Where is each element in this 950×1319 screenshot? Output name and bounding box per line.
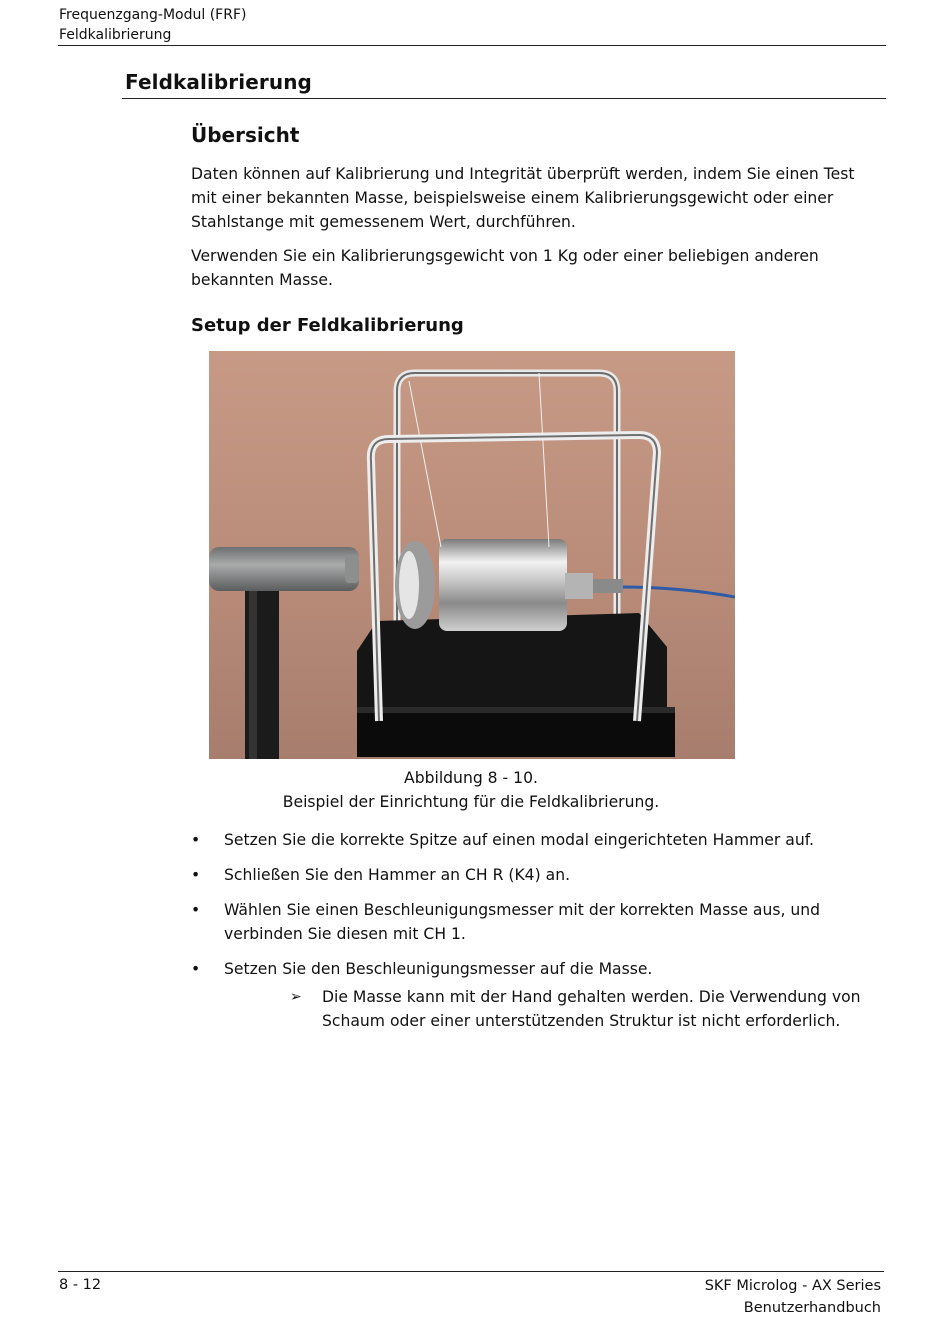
list-item-text: Schließen Sie den Hammer an CH R (K4) an.: [224, 866, 571, 884]
section-divider: [122, 98, 886, 99]
list-item-text: Setzen Sie die korrekte Spitze auf einen modal eingerichteten Hammer auf.: [224, 831, 815, 849]
arrowhead-icon: ➢: [290, 989, 302, 1005]
footer-doc-type: Benutzerhandbuch: [743, 1300, 881, 1316]
page-number: 8 - 12: [59, 1277, 102, 1293]
section-title: Feldkalibrierung: [125, 70, 312, 94]
list-item-text: Setzen Sie den Beschleunigungsmesser auf die Masse.: [224, 960, 653, 978]
bullet-icon: •: [191, 901, 201, 919]
header-module-title: Frequenzgang-Modul (FRF): [59, 7, 247, 23]
bullet-icon: •: [191, 960, 201, 978]
footer-divider: [58, 1271, 884, 1272]
figure-caption-number: Abbildung 8 - 10.: [404, 769, 538, 787]
sub-list-item-text: Die Masse kann mit der Hand gehalten werden. Die Verwendung von Schaum oder einer unterstützenden Struktur ist nicht erforderlich.: [322, 988, 861, 1030]
calibration-setup-photo: [209, 351, 735, 759]
footer-product-info: [705, 1275, 881, 1319]
header-divider: [58, 45, 886, 46]
bullet-icon: •: [191, 866, 201, 884]
overview-heading: Übersicht: [191, 123, 300, 147]
list-item-text: Wählen Sie einen Beschleunigungsmesser mit der korrekten Masse aus, und verbinden Sie diesen mit CH 1.: [224, 901, 821, 943]
overview-paragraph-1: Daten können auf Kalibrierung und Integrität überprüft werden, indem Sie einen Test mit einer bekannten Masse, beispielsweise einem Kalibrierungsgewicht oder einer Stahlstange mit gemessenem Wert, durchführen.: [191, 165, 855, 231]
header-section-title: Feldkalibrierung: [59, 27, 172, 43]
bullet-icon: •: [191, 831, 201, 849]
setup-heading: Setup der Feldkalibrierung: [191, 315, 464, 336]
running-header: [59, 5, 246, 45]
footer-product-name: SKF Microlog - AX Series: [704, 1278, 881, 1294]
overview-paragraph-2: Verwenden Sie ein Kalibrierungsgewicht von 1 Kg oder einer beliebigen anderen bekannten Masse.: [191, 247, 819, 289]
figure-caption-text: Beispiel der Einrichtung für die Feldkalibrierung.: [282, 793, 660, 811]
